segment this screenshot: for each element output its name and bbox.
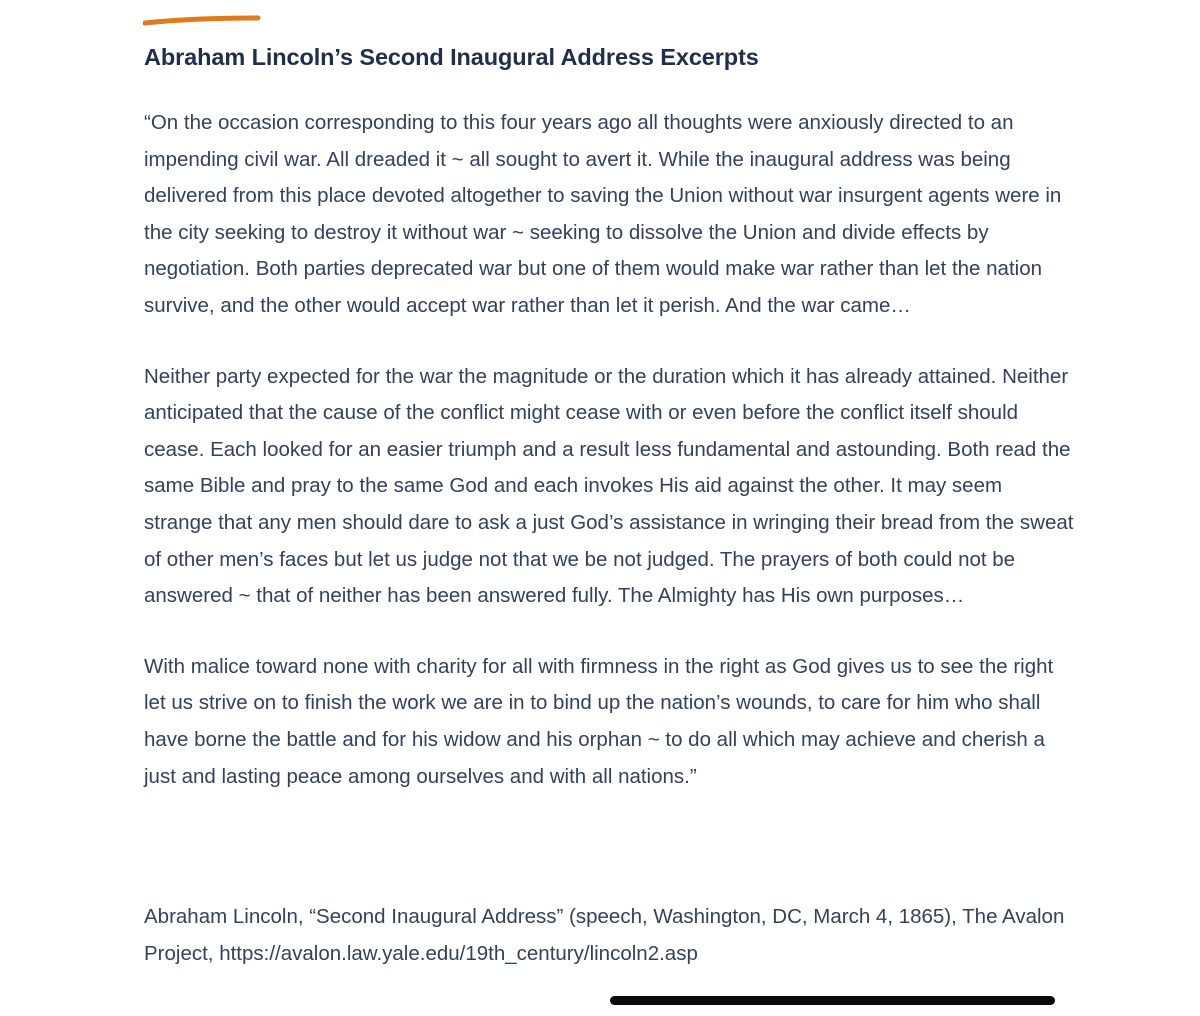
excerpt-paragraph-2: Neither party expected for the war the magnitude or the duration which it has already attained. Neither anticipated that the cause of the conflict might cease with or even before the conflict itself should cease. Each looked for an easier triumph and a result less fundamental and astounding. Both read the same Bible and pray to the same God and each invokes His aid against the other. It may seem strange that any men should dare to ask a just God’s assistance in wringing their bread from the sweat of other men’s faces but let us judge not that we be not judged. The prayers of both could not be answered ~ that of neither has been answered fully. The Almighty has His own purposes… [144,364,1074,608]
home-indicator-bar[interactable] [610,996,1055,1005]
page-title: Abraham Lincoln’s Second Inaugural Address Excerpts [144,44,759,70]
accent-brush-stroke [143,15,261,27]
source-citation: Abraham Lincoln, “Second Inaugural Address” (speech, Washington, DC, March 4, 1865), The Avalon Project, https://avalon.law.yale.edu/19th_century/lincoln2.asp [144,905,1065,965]
quote-excerpts [144,105,1074,795]
excerpt-paragraph-3: With malice toward none with charity for all with firmness in the right as God gives us to see the right let us strive on to finish the work we are in to bind up the nation’s wounds, to care for him who shall have borne the battle and for his widow and his orphan ~ to do all which may achieve and cherish a just and lasting peace among ourselves and with all nations.” [144,654,1054,788]
excerpt-paragraph-1: “On the occasion corresponding to this four years ago all thoughts were anxiously directed to an impending civil war. All dreaded it ~ all sought to avert it. While the inaugural address was being delivered from this place devoted altogether to saving the Union without war insurgent agents were in the city seeking to destroy it without war ~ seeking to dissolve the Union and divide effects by negotiation. Both parties deprecated war but one of them would make war rather than let the nation survive, and the other would accept war rather than let it perish. And the war came… [144,111,1062,317]
